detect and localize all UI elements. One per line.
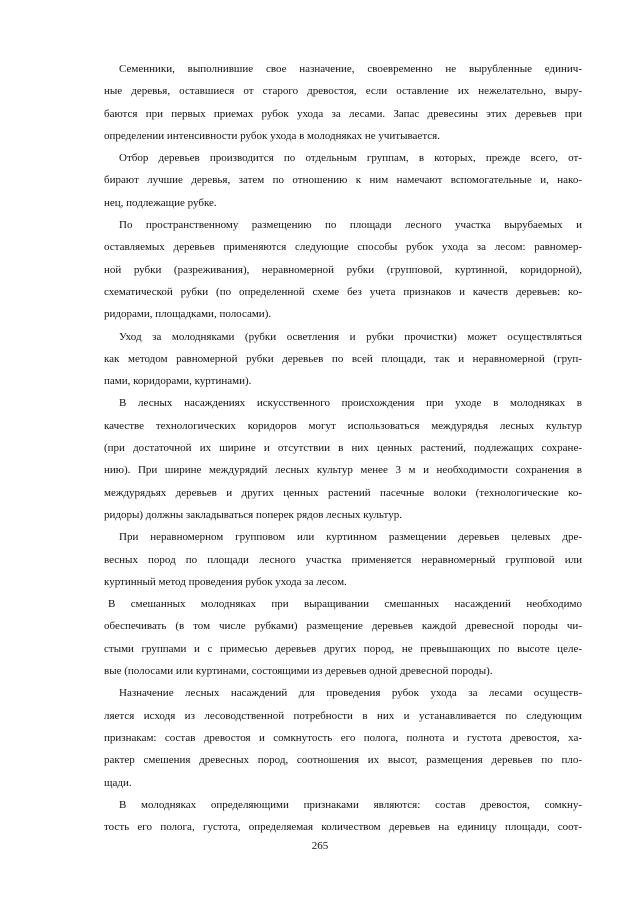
paragraph xyxy=(104,682,582,793)
paragraph xyxy=(104,326,582,393)
paragraph xyxy=(104,147,582,214)
paragraph xyxy=(104,58,582,147)
text-line: Семенники, выполнившие свое назначение, своевременно не вырубленные единич- xyxy=(119,63,582,75)
text-line: определении интенсивности рубок ухода в молодняках не учитывается. xyxy=(104,129,440,142)
paragraph xyxy=(104,526,582,593)
page-number: 265 xyxy=(311,840,329,852)
text-line: пами, коридорами, куртинами). xyxy=(104,375,252,388)
paragraph xyxy=(104,392,582,526)
text-line: ной рубки (разреживания), неравномерной рубки (групповой, куртинной, коридорной), xyxy=(104,263,582,276)
text-line: схематической рубки (по определенной схеме без учета признаков и качеств деревьев: ко- xyxy=(104,285,582,298)
text-line: щади. xyxy=(104,776,132,789)
text-line: При неравномерном групповом или куртинном размещении деревьев целевых дре- xyxy=(119,531,582,544)
text-line: баются при первых приемах рубок ухода за лесами. Запас древесины этих деревьев при xyxy=(104,107,582,120)
text-line: ридоры) должны закладываться поперек рядов лесных культур. xyxy=(104,508,402,521)
text-line: стыми группами и с примесью деревьев других пород, не превышающих по высоте целе- xyxy=(104,642,582,655)
text-line: В лесных насаждениях искусственного происхождения при уходе в молодняках в xyxy=(119,397,582,410)
text-line: весных пород по площади лесного участка применяется неравномерный групповой или xyxy=(104,553,582,566)
text-line: куртинный метод проведения рубок ухода за лесом. xyxy=(104,575,347,588)
text-line: признакам: состав древостоя и сомкнутость его полога, полнота и густота древостоя, ха- xyxy=(104,731,582,744)
text-line: В смешанных молодняках при выращивании смешанных насаждений необходимо xyxy=(108,598,582,611)
text-line: обеспечивать (в том числе рубками) размещение деревьев каждой древесной породы чи- xyxy=(104,620,582,633)
text-line: ридорами, площадками, полосами). xyxy=(104,308,272,321)
text-line: Назначение лесных насаждений для проведения рубок ухода за лесами осуществ- xyxy=(119,687,582,700)
text-line: ные деревья, оставшиеся от старого древостоя, если оставление их нежелательно, выру- xyxy=(104,85,582,98)
text-line: Уход за молодняками (рубки осветления и рубки прочистки) может осуществляться xyxy=(119,330,582,343)
text-line: оставляемых деревьев применяются следующие способы рубок ухода за лесом: равномер- xyxy=(104,241,582,254)
text-line: нец, подлежащие рубке. xyxy=(104,196,217,209)
text-line: вые (полосами или куртинами, состоящими из деревьев одной древесной породы). xyxy=(104,665,493,678)
text-line: нию). При ширине междурядий лесных культур менее 3 м и необходимости сохранения в xyxy=(104,464,582,477)
text-line: междурядьях деревьев и других ценных растений пасечные волоки (технологические ко- xyxy=(104,486,582,499)
paragraph xyxy=(104,593,582,682)
paragraph xyxy=(104,794,582,839)
text-line: рактер смешения древесных пород, соотношения их высот, размещения деревьев по пло- xyxy=(104,754,582,767)
text-line: (при достаточной их ширине и отсутствии в них ценных растений, подлежащих сохране- xyxy=(104,442,582,455)
body-text xyxy=(104,58,582,838)
text-line: В молодняках определяющими признаками являются: состав древостоя, сомкну- xyxy=(119,798,582,811)
text-line: тость его полога, густота, определяемая количеством деревьев на единицу площади, соот- xyxy=(104,821,582,834)
text-line: как методом равномерной рубки деревьев по всей площади, так и неравномерной (груп- xyxy=(104,352,582,365)
text-line: По пространственному размещению по площади лесного участка вырубаемых и xyxy=(119,219,582,232)
paragraph xyxy=(104,214,582,325)
text-line: качестве технологических коридоров могут использоваться междурядья лесных культур xyxy=(104,419,582,432)
text-line: ляется исходя из лесоводственной потребности в них и устанавливается по следующим xyxy=(104,709,582,722)
text-line: Отбор деревьев производится по отдельным группам, в которых, прежде всего, от- xyxy=(119,152,582,165)
text-line: бирают лучшие деревья, затем по отношению к ним намечают вспомогательные и, нако- xyxy=(104,174,582,187)
